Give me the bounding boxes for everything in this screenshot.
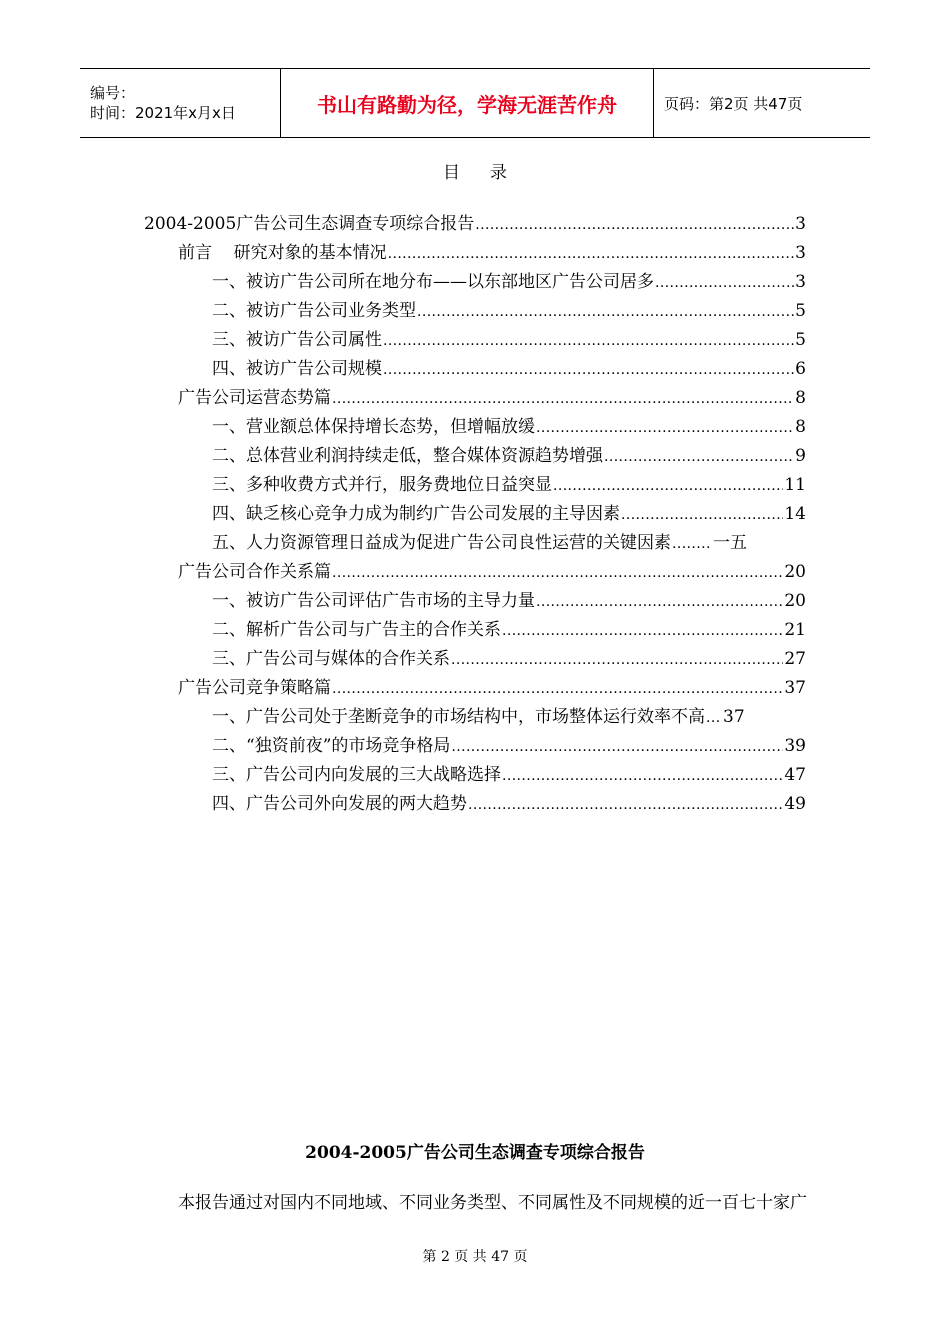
toc-leader	[383, 358, 794, 382]
toc-entry-title: 二、总体营业利润持续走低，整合媒体资源趋势增强	[212, 446, 603, 466]
toc-entry[interactable]	[178, 560, 806, 584]
toc-entry[interactable]	[212, 357, 806, 381]
toc-entry[interactable]	[212, 763, 806, 787]
toc-entry-title: 2004-2005广告公司生态调查专项综合报告	[144, 214, 475, 234]
header-motto: 书山有路勤为径，学海无涯苦作舟	[281, 69, 654, 137]
toc-entry-page: 11	[784, 475, 806, 495]
toc-entry-page: 5	[795, 330, 806, 350]
toc-entry[interactable]	[212, 792, 806, 816]
toc-entry[interactable]	[212, 618, 806, 642]
toc-entry[interactable]	[178, 241, 806, 265]
header-page-info: 页码：第2页 共47页	[664, 94, 803, 113]
toc-entry[interactable]	[212, 705, 806, 729]
toc-leader	[621, 503, 783, 527]
toc-leader	[536, 590, 783, 614]
toc-entry-title: 二、被访广告公司业务类型	[212, 301, 416, 321]
toc-leader	[332, 677, 783, 701]
toc-entry[interactable]	[212, 531, 806, 555]
toc-entry-page: 39	[784, 736, 806, 756]
toc-entry[interactable]	[144, 212, 806, 236]
toc-entry-page: 5	[795, 301, 806, 321]
toc-entry-title: 广告公司合作关系篇	[178, 562, 331, 582]
report-title: 2004-2005广告公司生态调查专项综合报告	[305, 1143, 645, 1163]
toc-heading-char-2: 录	[490, 163, 507, 183]
toc-leader	[553, 474, 783, 498]
toc-leader	[502, 764, 783, 788]
toc-entry-title: 一、广告公司处于垄断竞争的市场结构中，市场整体运行效率不高	[212, 707, 705, 727]
toc-leader	[451, 735, 783, 759]
intro-paragraph: 本报告通过对国内不同地域、不同业务类型、不同属性及不同规模的近一百七十家广	[178, 1193, 807, 1213]
toc-entry-page: 20	[784, 562, 806, 582]
toc-entry-page: 47	[784, 765, 806, 785]
toc-entry-title: 三、多种收费方式并行，服务费地位日益突显	[212, 475, 552, 495]
toc-leader	[468, 793, 783, 817]
toc-entry-page: 14	[784, 504, 806, 524]
toc-entry-page: 37	[784, 678, 806, 698]
toc-leader	[383, 329, 794, 353]
toc-leader	[451, 648, 783, 672]
toc-leader	[332, 561, 783, 585]
toc-leader	[536, 416, 794, 440]
toc-leader	[502, 619, 783, 643]
document-date: 时间：2021年x月x日	[90, 104, 236, 122]
toc-entry[interactable]	[212, 415, 806, 439]
toc-entry-page: 一五	[713, 533, 747, 553]
toc-entry-title: 一、被访广告公司评估广告市场的主导力量	[212, 591, 535, 611]
toc-entry-title: 五、人力资源管理日益成为促进广告公司良性运营的关键因素	[212, 533, 671, 553]
toc-entry[interactable]	[212, 473, 806, 497]
toc-entry[interactable]	[212, 270, 806, 294]
toc-entry-title: 四、被访广告公司规模	[212, 359, 382, 379]
toc-entry-title: 二、解析广告公司与广告主的合作关系	[212, 620, 501, 640]
toc-entry[interactable]	[212, 502, 806, 526]
toc-entry-page: 20	[784, 591, 806, 611]
toc-entry[interactable]	[178, 676, 806, 700]
toc-entry-title: 三、广告公司与媒体的合作关系	[212, 649, 450, 669]
toc-entry-page: 8	[795, 388, 806, 408]
toc-entry-page: 37	[723, 707, 745, 727]
toc-entry[interactable]	[212, 647, 806, 671]
toc-entry[interactable]	[178, 386, 806, 410]
toc-leader	[388, 242, 795, 266]
toc-heading	[0, 158, 950, 183]
toc-heading-char-1: 目	[443, 163, 460, 183]
toc-leader	[655, 271, 794, 295]
toc-entry-title: 四、广告公司外向发展的两大趋势	[212, 794, 467, 814]
header-meta	[80, 69, 281, 137]
toc-entry-title: 四、缺乏核心竞争力成为制约广告公司发展的主导因素	[212, 504, 620, 524]
toc-entry[interactable]	[212, 589, 806, 613]
document-number-label: 编号：	[90, 84, 136, 102]
toc-entry[interactable]	[212, 734, 806, 758]
toc-entry-title: 一、营业额总体保持增长态势，但增幅放缓	[212, 417, 535, 437]
toc-leader	[604, 445, 794, 469]
toc-leader	[332, 387, 794, 411]
toc-entry-title: 广告公司竞争策略篇	[178, 678, 331, 698]
toc-entry[interactable]	[212, 328, 806, 352]
toc-entry[interactable]	[212, 299, 806, 323]
toc-entry-page: 49	[784, 794, 806, 814]
toc-entry-page: 21	[784, 620, 806, 640]
toc-leader	[417, 300, 794, 324]
toc-entry-title: 前言 研究对象的基本情况	[178, 243, 387, 263]
toc-entry-title: 三、被访广告公司属性	[212, 330, 382, 350]
toc-entry-page: 6	[795, 359, 806, 379]
page-footer: 第 2 页 共 47 页	[422, 1249, 528, 1265]
toc-leader	[672, 532, 712, 556]
toc-entry-title: 一、被访广告公司所在地分布——以东部地区广告公司居多	[212, 272, 654, 292]
toc-entry-title: 三、广告公司内向发展的三大战略选择	[212, 765, 501, 785]
toc-entry-title: 二、“独资前夜”的市场竞争格局	[212, 736, 451, 756]
toc-entry-page: 3	[795, 214, 806, 234]
toc-entry-title: 广告公司运营态势篇	[178, 388, 331, 408]
toc-entry-page: 8	[795, 417, 806, 437]
toc-leader	[475, 213, 794, 237]
page-header	[80, 68, 870, 138]
toc-entry[interactable]	[212, 444, 806, 468]
toc-leader	[706, 706, 722, 730]
toc-entry-page: 3	[795, 272, 806, 292]
toc-entry-page: 9	[795, 446, 806, 466]
toc-entry-page: 3	[795, 243, 806, 263]
toc-entry-page: 27	[784, 649, 806, 669]
